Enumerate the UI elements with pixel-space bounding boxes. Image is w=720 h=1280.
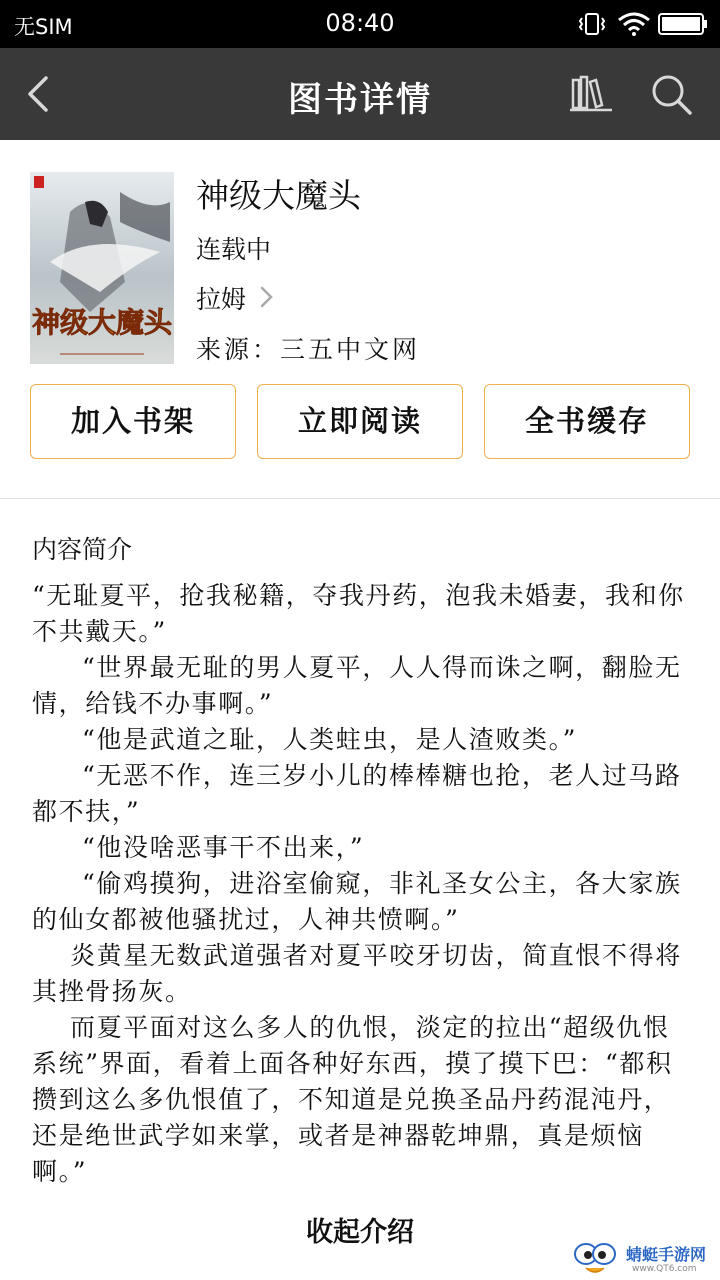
intro-paragraph: “世界最无耻的男人夏平，人人得而诛之啊，翻脸无情，给钱不办事啊。”: [32, 653, 682, 718]
page-title: 图书详情: [288, 80, 432, 120]
intro-paragraph: 炎黄星无数武道强者对夏平咬牙切齿，简直恨不得将其挫骨扬灰。: [32, 941, 682, 1006]
book-title: 神级大魔头: [196, 176, 361, 215]
app-bar: [0, 48, 720, 140]
vibrate-icon: [578, 12, 606, 36]
intro-paragraph: 而夏平面对这么多人的仇恨，淡定的拉出“超级仇恨系统”界面，看着上面各种好东西，摸了摸下巴：“都积攒到这么多仇恨值了，不知道是兑换圣品丹药混沌丹，还是绝世武学如来掌，或者是神器乾坤鼎，真是烦恼啊。”: [32, 1013, 673, 1186]
intro-paragraph: “无恶不作，连三岁小儿的棒棒糖也抢，老人过马路都不扶，”: [32, 761, 682, 826]
book-cover[interactable]: [30, 172, 174, 364]
wifi-icon: [617, 12, 651, 36]
intro-body: [32, 578, 694, 1190]
chevron-right-icon[interactable]: [256, 284, 276, 310]
battery-icon: [658, 12, 708, 36]
cover-title-art: 神级大魔头: [31, 306, 173, 339]
intro-paragraph: “他是武道之耻，人类蛀虫，是人渣败类。”: [82, 725, 578, 754]
search-icon[interactable]: [648, 72, 694, 116]
intro-paragraph: “无耻夏平，抢我秘籍，夺我丹药，泡我未婚妻，我和你不共戴天。”: [32, 581, 685, 646]
book-author[interactable]: 拉姆: [196, 285, 247, 314]
watermark-name: 蜻蜓手游网: [626, 1245, 707, 1264]
cache-all-button[interactable]: 全书缓存: [484, 384, 690, 459]
dragonfly-logo-icon: [572, 1240, 620, 1278]
site-watermark: [572, 1238, 720, 1280]
intro-paragraph: “偷鸡摸狗，进浴室偷窥，非礼圣女公主，各大家族的仙女都被他骚扰过，人神共愤啊。”: [32, 869, 682, 934]
status-time: 08:40: [325, 9, 395, 37]
intro-paragraph: “他没啥恶事干不出来，”: [82, 833, 365, 862]
book-status: 连载中: [196, 235, 272, 264]
book-source: 来源：三五中文网: [196, 335, 421, 364]
status-bar: [0, 0, 720, 48]
bookshelf-icon[interactable]: [568, 72, 614, 116]
watermark-url: www.QT6.com: [632, 1264, 697, 1274]
add-to-shelf-button[interactable]: 加入书架: [30, 384, 236, 459]
read-now-button[interactable]: 立即阅读: [257, 384, 463, 459]
section-divider: [0, 498, 720, 499]
carrier-label: 无SIM: [14, 15, 73, 39]
intro-heading: 内容简介: [32, 535, 133, 564]
collapse-intro-button[interactable]: 收起介绍: [306, 1217, 414, 1248]
